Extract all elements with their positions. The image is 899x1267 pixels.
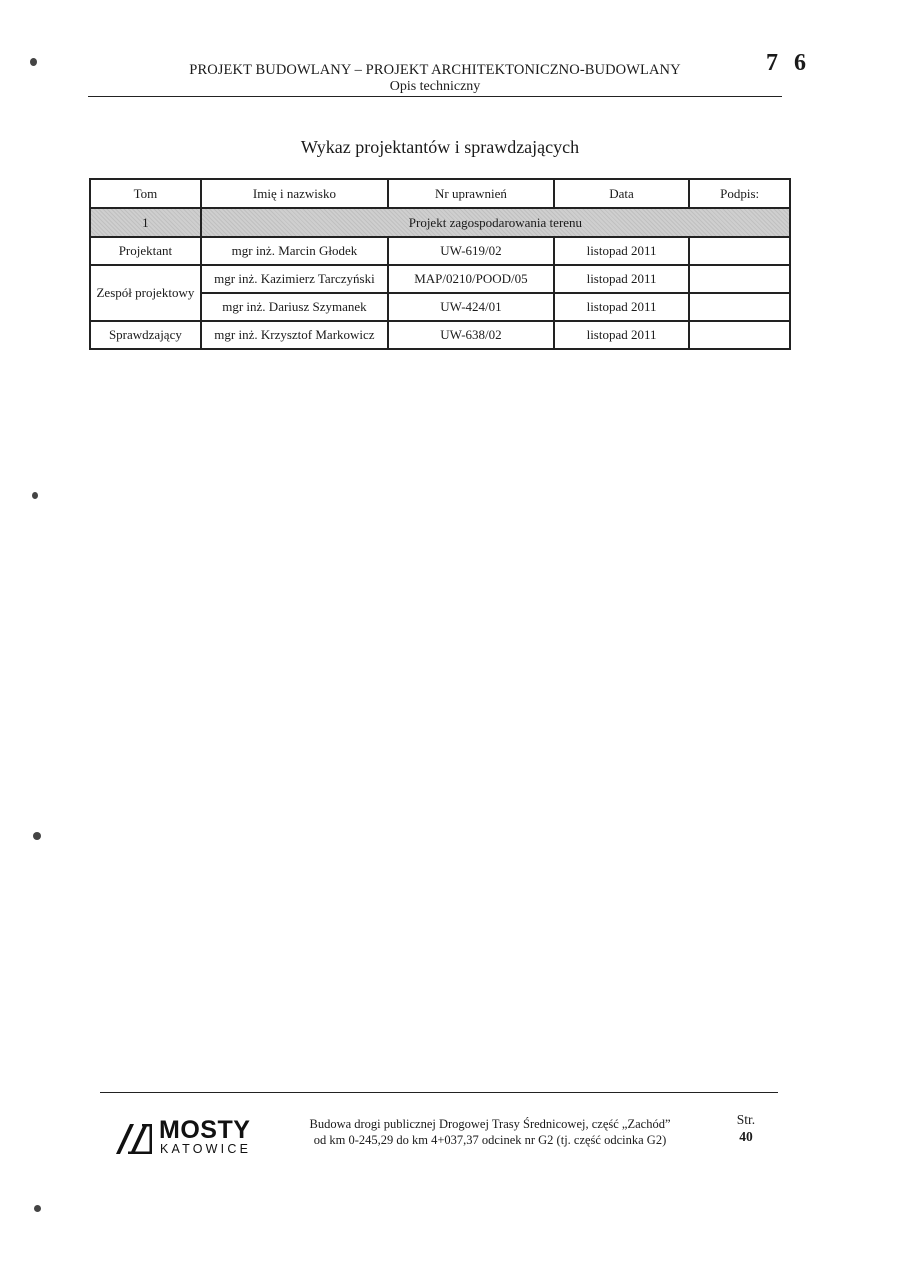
designers-table: [89, 178, 791, 350]
stamp-number: 7 6: [766, 50, 811, 76]
cell-date: listopad 2011: [554, 321, 689, 349]
scan-speck: [30, 58, 37, 66]
footer-divider: [100, 1092, 778, 1093]
table-row: [90, 321, 790, 349]
band-tom: 1: [90, 208, 201, 237]
table-row: [90, 265, 790, 293]
cell-license: UW-638/02: [388, 321, 554, 349]
column-header-signature: Podpis:: [689, 179, 790, 208]
scan-speck: [33, 832, 41, 840]
cell-signature: [689, 237, 790, 265]
page-number: 40: [739, 1129, 753, 1144]
cell-name: mgr inż. Dariusz Szymanek: [201, 293, 388, 321]
footer-line-2: od km 0-245,29 do km 4+037,37 odcinek nr G2 (tj. część odcinka G2): [313, 1133, 667, 1147]
logo-city: KATOWICE: [160, 1142, 252, 1156]
mosty-logo-icon: [114, 1116, 156, 1158]
scan-speck: [34, 1205, 41, 1212]
cell-signature: [689, 293, 790, 321]
cell-license: UW-619/02: [388, 237, 554, 265]
page-label: Str.: [736, 1112, 756, 1127]
cell-date: listopad 2011: [554, 265, 689, 293]
column-header-license: Nr uprawnień: [388, 179, 554, 208]
cell-license: UW-424/01: [388, 293, 554, 321]
header-subtitle: Opis techniczny: [389, 79, 481, 94]
header-title: PROJEKT BUDOWLANY – PROJEKT ARCHITEKTONICZNO-BUDOWLANY: [189, 62, 681, 78]
column-header-tom: Tom: [90, 179, 201, 208]
cell-role: Sprawdzający: [90, 321, 201, 349]
table-header-row: [90, 179, 790, 208]
cell-signature: [689, 265, 790, 293]
cell-license: MAP/0210/POOD/05: [388, 265, 554, 293]
cell-role: Projektant: [90, 237, 201, 265]
column-header-name: Imię i nazwisko: [201, 179, 388, 208]
section-band-row: [90, 208, 790, 237]
scan-speck: [32, 492, 38, 499]
company-logo: [114, 1116, 264, 1158]
footer-project-description: [286, 1116, 694, 1148]
cell-date: listopad 2011: [554, 293, 689, 321]
table-row: [90, 237, 790, 265]
document-title: Wykaz projektantów i sprawdzających: [300, 137, 580, 157]
logo-name: MOSTY: [159, 1116, 251, 1144]
cell-name: mgr inż. Krzysztof Markowicz: [201, 321, 388, 349]
header-divider: [88, 96, 782, 97]
band-label: Projekt zagospodarowania terenu: [201, 208, 790, 237]
cell-name: mgr inż. Kazimierz Tarczyński: [201, 265, 388, 293]
cell-date: listopad 2011: [554, 237, 689, 265]
cell-role: Zespół projektowy: [90, 265, 201, 321]
cell-signature: [689, 321, 790, 349]
footer-line-1: Budowa drogi publicznej Drogowej Trasy Średnicowej, część „Zachód”: [309, 1117, 671, 1131]
cell-name: mgr inż. Marcin Głodek: [201, 237, 388, 265]
column-header-date: Data: [554, 179, 689, 208]
